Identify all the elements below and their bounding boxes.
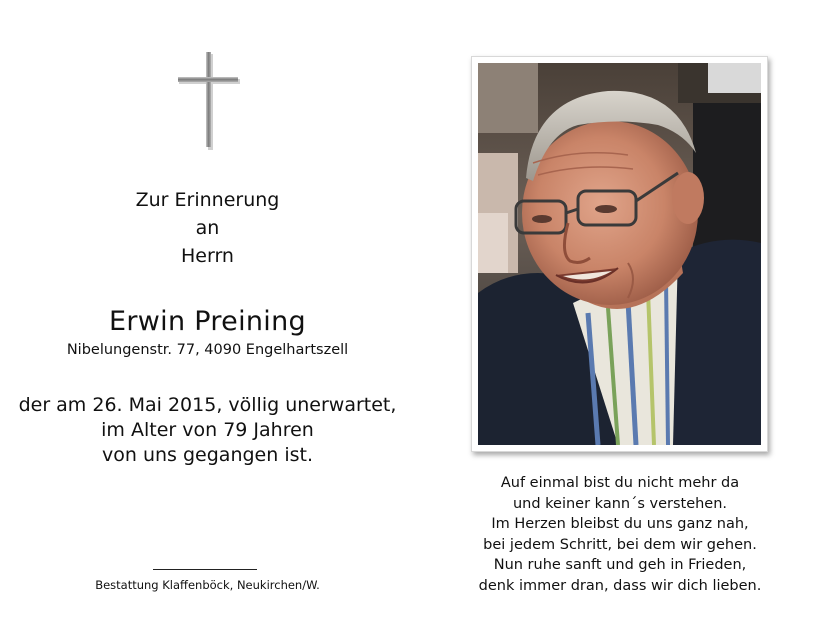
poem-line: denk immer dran, dass wir dich lieben.	[478, 577, 762, 594]
death-line: im Alter von 79 Jahren	[101, 419, 314, 441]
death-line: der am 26. Mai 2015, völlig unerwartet,	[18, 394, 397, 416]
poem-line: bei jedem Schritt, bei dem wir gehen.	[483, 536, 757, 553]
portrait-photo	[478, 63, 761, 445]
cross-icon	[178, 52, 240, 150]
poem-line: Im Herzen bleibst du uns ganz nah,	[491, 516, 749, 532]
poem-line: Auf einmal bist du nicht mehr da	[500, 475, 740, 491]
undertaker-credit: Bestattung Klaffenböck, Neukirchen/W.	[95, 578, 320, 592]
death-line: von uns gegangen ist.	[102, 444, 313, 466]
memorial-poem	[465, 473, 775, 596]
deceased-address: Nibelungenstr. 77, 4090 Engelhartszell	[66, 342, 349, 358]
memorial-intro	[0, 186, 415, 270]
intro-line: an	[195, 217, 220, 239]
poem-line: und keiner kann´s verstehen.	[512, 495, 728, 512]
intro-line: Zur Erinnerung	[135, 189, 280, 211]
portrait-frame	[471, 56, 768, 452]
poem-line: Nun ruhe sanft und geh in Frieden,	[493, 557, 747, 573]
signature-divider	[153, 569, 257, 570]
death-notice	[0, 393, 415, 468]
deceased-name: Erwin Preining	[109, 306, 306, 337]
intro-line: Herrn	[181, 245, 234, 267]
